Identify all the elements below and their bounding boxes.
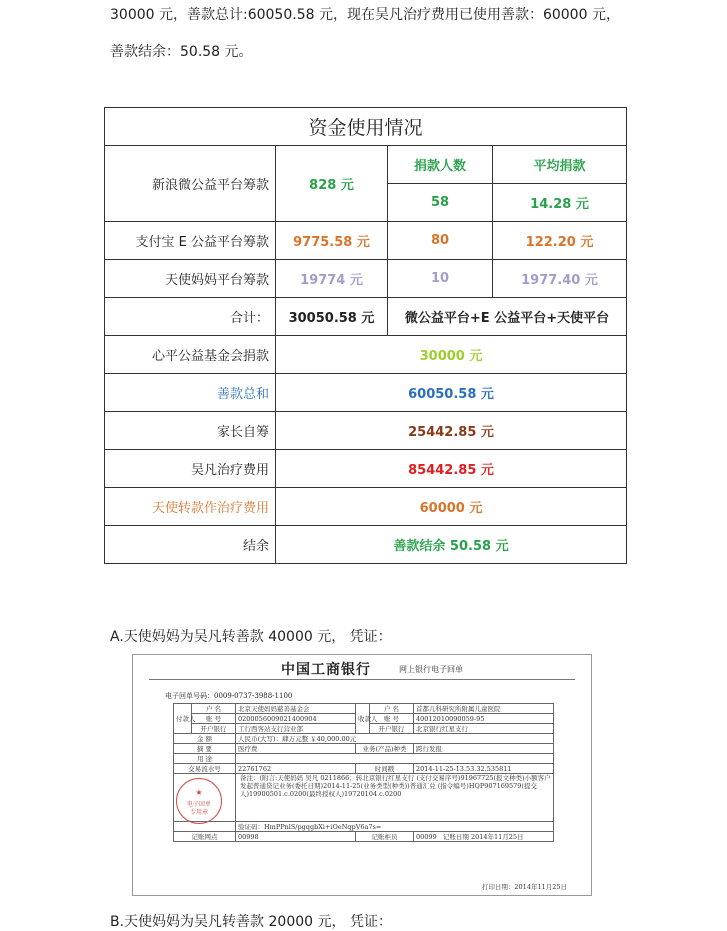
row-label-alipay: 支付宝 E 公益平台筹款: [105, 222, 276, 260]
receipt-bank-label-2: 开户银行: [370, 724, 414, 734]
receipt-table: [173, 703, 554, 842]
summary-label-treatment: 吴凡治疗费用: [105, 450, 276, 488]
header-avg: 平均捐款: [493, 146, 627, 184]
amount-alipay: 9775.58 元: [276, 222, 388, 260]
receipt-account-label: 账 号: [192, 714, 236, 724]
caption-a: A.天使妈妈为吴凡转善款 40000 元， 凭证：: [110, 629, 392, 645]
fund-usage-table: [104, 107, 627, 564]
caption-b: B.天使妈妈为吴凡转善款 20000 元， 凭证：: [110, 914, 392, 930]
receipt-use: [236, 754, 554, 764]
receipt-note: 备注：(附言:天使妈妈 吴凡 0211866；转北京银行红星支行 (支付交易序号)91967725(报文种类)小额客户发起普通贷记业务(委托日期)2014-11-25(业务类型(种类))普通汇兑 (指令编号)HQP907169579(提交人)19900501.c.0200(最终授权人)19720104.c.0200: [240, 774, 551, 798]
receipt-bank-label: 开户银行: [192, 724, 236, 734]
row-label-angel: 天使妈妈平台筹款: [105, 260, 276, 298]
bank-receipt-image: [132, 654, 592, 896]
table-title: 资金使用情况: [105, 108, 627, 146]
bank-seal-icon: [176, 778, 222, 824]
subtotal-amount: 30050.58 元: [276, 298, 388, 336]
seal-text-mid: 电子回单: [186, 801, 211, 808]
receipt-subtitle: 网上银行电子回单: [399, 665, 463, 674]
receipt-amount: 人民币(大写)：肆万元整 ￥40,000.00元: [236, 734, 554, 744]
summary-value-foundation: 30000 元: [276, 336, 627, 374]
amount-weibo: 828 元: [276, 146, 388, 222]
receipt-account-label-2: 账 号: [370, 714, 414, 724]
avg-angel: 1977.40 元: [493, 260, 627, 298]
receipt-date-label: 记账日期: [442, 833, 469, 841]
receipt-time: 2014-11-25-13.53.32.535811: [414, 764, 554, 774]
seal-text-bot: 专用章: [189, 809, 208, 816]
row-label-weibo: 新浪微公益平台筹款: [105, 146, 276, 222]
receipt-txn: 22761762: [236, 764, 356, 774]
receipt-site-label: 记账网点: [174, 832, 236, 842]
receipt-payer-bank: 工行西客站支行营业部: [236, 724, 356, 734]
summary-label-balance: 结余: [105, 526, 276, 564]
receipt-note-cell: [236, 774, 554, 822]
receipt-payer-label: 付款人: [174, 704, 192, 734]
summary-label-total: 善款总和: [105, 374, 276, 412]
receipt-divider: [149, 679, 575, 680]
summary-label-foundation: 心平公益基金会捐款: [105, 336, 276, 374]
summary-value-total: 60050.58 元: [276, 374, 627, 412]
receipt-use-label: 用 途: [174, 754, 236, 764]
donors-angel: 10: [388, 260, 493, 298]
summary-value-treatment: 85442.85 元: [276, 450, 627, 488]
receipt-summary-label: 摘 要: [174, 744, 236, 754]
receipt-txn-label: 交易流水号: [174, 764, 236, 774]
receipt-bank-name: 中国工商银行: [281, 662, 371, 678]
subtotal-label: 合计：: [105, 298, 276, 336]
receipt-site: 00998: [236, 832, 356, 842]
header-donors: 捐款人数: [388, 146, 493, 184]
subtotal-note: 微公益平台+E 公益平台+天使平台: [388, 298, 627, 336]
receipt-date: 2014年11月25日: [470, 833, 524, 841]
receipt-verify: 验证码：HmPPnlS/pgqgbXi+iOeNqpV6a7s=: [236, 822, 554, 832]
summary-value-family: 25442.85 元: [276, 412, 627, 450]
receipt-payee-account: 40012010090059-95: [414, 714, 554, 724]
summary-label-family: 家长自筹: [105, 412, 276, 450]
amount-angel: 19774 元: [276, 260, 388, 298]
receipt-biz-label: 业务(产品)种类: [356, 744, 414, 754]
receipt-payer-account: 0200056009021400904: [236, 714, 356, 724]
receipt-seal-cell: [174, 774, 236, 822]
seal-star-icon: ★: [195, 788, 203, 797]
receipt-biz: 跨行发报: [414, 744, 554, 754]
intro-line-2: 善款结余：50.58 元。: [110, 44, 253, 60]
receipt-teller-value: 00099: [416, 833, 437, 841]
summary-value-transfer: 60000 元: [276, 488, 627, 526]
receipt-number: 电子回单号码：0009-0737-3988-1100: [165, 692, 293, 700]
intro-line-1: 30000 元，善款总计:60050.58 元，现在吴凡治疗费用已使用善款：60000 元，: [110, 7, 620, 23]
receipt-name-label: 户 名: [192, 704, 236, 714]
receipt-payee-bank: 北京银行红星支行: [414, 724, 554, 734]
summary-label-transfer: 天使转款作治疗费用: [105, 488, 276, 526]
avg-weibo: 14.28 元: [493, 184, 627, 222]
summary-value-balance: 善款结余 50.58 元: [276, 526, 627, 564]
receipt-amount-label: 金 额: [174, 734, 236, 744]
receipt-payer-name: 北京天使妈妈慈善基金会: [236, 704, 356, 714]
avg-alipay: 122.20 元: [493, 222, 627, 260]
receipt-print-date: 打印日期：2014年11月25日: [481, 883, 567, 891]
receipt-time-label: 时间戳: [356, 764, 414, 774]
receipt-teller: [414, 832, 554, 842]
receipt-teller-label: 记账柜员: [356, 832, 414, 842]
receipt-summary: 医疗费: [236, 744, 356, 754]
receipt-name-label-2: 户 名: [370, 704, 414, 714]
receipt-payee-name: 首都儿科研究所附属儿童医院: [414, 704, 554, 714]
donors-weibo: 58: [388, 184, 493, 222]
receipt-payee-label: 收款人: [356, 704, 370, 734]
donors-alipay: 80: [388, 222, 493, 260]
